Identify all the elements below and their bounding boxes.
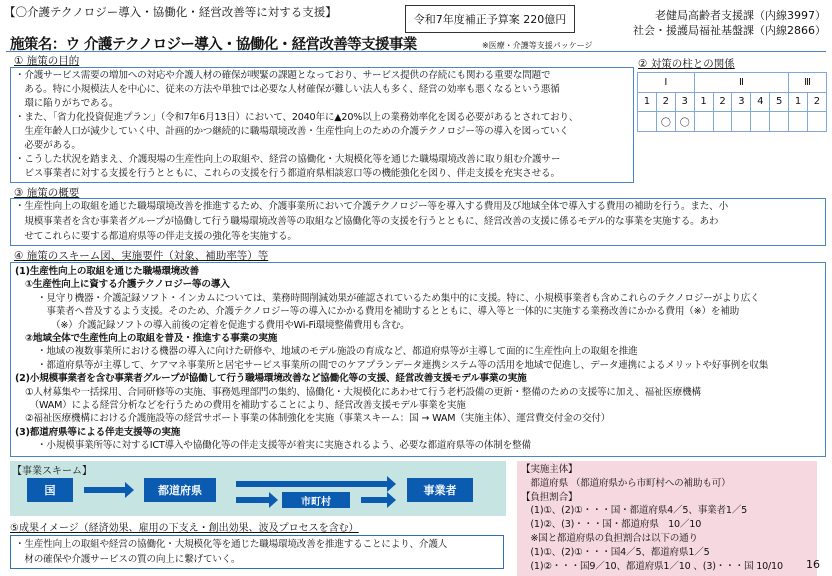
- text-line: ・生産性向上の取組を通じた職場環境改善を推進するため、介護事業所において介護テクノロジー等を導入する費用及び地域全体で導入する費用の補助を行う。また、小: [15, 201, 728, 212]
- pillar-number: 1: [638, 92, 657, 112]
- text-line: ・生産性向上の取組や経営の協働化・大規模化等を通じた職場環境改善を推進することにより、介護人: [15, 539, 448, 550]
- scheme-panel: [10, 461, 506, 516]
- pillar-mark: [732, 112, 751, 132]
- subheading: (1)生産性向上の取組を通じた職場環境改善: [15, 266, 199, 277]
- arrow-icon: [361, 497, 388, 503]
- section-1-title: ① 施策の目的: [14, 55, 80, 67]
- node-city: 市町村: [282, 492, 350, 508]
- pillar-number: 3: [732, 92, 751, 112]
- text-line: ・地域の複数事業所における機器の導入に向けた研修や、地域のモデル施設の育成など、都道府県等が主導して面的に生産性向上の取組を推進: [37, 346, 638, 358]
- pillar-table: [637, 72, 827, 132]
- pillar-mark: 〇: [656, 112, 675, 132]
- text-line: ②福祉医療機構における介護施設等の経営サポート事業の体制強化を実施（事業スキーム：国 → WAM（実施主体）、運営費交付金の交付）: [25, 413, 611, 425]
- policy-name: 施策名：ウ 介護テクノロジー導入・協働化・経営改善等支援事業: [10, 37, 417, 53]
- text-line: ・見守り機器・介護記録ソフト・インカムについては、業務時間削減効果が確認されているため集中的に支援。特に、小規模事業者も含めこれらのテクノロジーがより広く: [37, 292, 760, 304]
- text-line: ・都道府県等が主導して、ケアマネ事業所と居宅サービス事業所の間でのケアプランデータ連携システム等の活用を地域で促進し、データ連携によるメリットや好事例を収集: [37, 359, 769, 371]
- text-line: 規模事業者を含む事業者グループが協働して行う職場環境改善等の取組など協働化等の支援を行うとともに、経営改善の支援に係るモデル的な事業を実施する。あわ: [15, 216, 719, 227]
- page-number: 16: [806, 558, 820, 571]
- text-line: 必要がある。: [15, 140, 81, 151]
- text-line: 事業者へ普及するよう支援。そのため、介護テクノロジー等の導入にかかる費用を補助するとともに、導入等と一体的に実施する業務改善にかかる費用（※）を補助: [37, 306, 740, 318]
- subheading: (2)小規模事業者を含む事業者グループが協働して行う職場環境改善など協働化等の支援、経営改善支援モデル事業の実施: [15, 373, 527, 385]
- subheading: (3)都道府県等による伴走支援等の実施: [15, 426, 181, 438]
- node-kuni: 国: [27, 478, 73, 502]
- arrow-icon: [236, 497, 270, 503]
- pillar-number: 2: [656, 92, 675, 112]
- pillar-number: 2: [713, 92, 732, 112]
- text-line: 生産年齢人口が減少していく中、計画的かつ継続的に職場環境改善・生産性向上のための介護テクノロジー等の導入を図っていく: [15, 126, 569, 137]
- text-line: 【実施主体】: [521, 464, 578, 475]
- text-line: ・こうした状況を踏まえ、介護現場の生産性向上の取組や、経営の協働化・大規模化等を通じた職場環境改善に取り組む介護サー: [15, 154, 561, 165]
- section-3-title: ③ 施策の概要: [14, 187, 80, 199]
- department-2: 社会・援護局福祉基盤課（内線2866）: [633, 24, 826, 37]
- pillar-number: 1: [694, 92, 713, 112]
- pillar-number: 5: [770, 92, 789, 112]
- scheme-title: 【事業スキーム】: [12, 466, 92, 477]
- text-line: （WAM）による経営分析などを行うための費用を補助することにより、経営改善支援モデル事業を実施: [25, 400, 466, 412]
- text-line: 都道府県 （都道府県から市町村への補助も可）: [521, 477, 731, 489]
- pillar-mark: [751, 112, 770, 132]
- pillar-mark: [638, 112, 657, 132]
- text-line: (1)①、(2)①・・・国・都道府県4／5、事業者1／5: [521, 505, 748, 517]
- text-line: ①人材募集や一括採用、合同研修等の実施、事務処理部門の集約、協働化・大規模化にあわせて行う老朽設備の更新・整備のための支援等に加え、福祉医療機構: [25, 386, 701, 398]
- section-4-box: [10, 262, 826, 457]
- pillar-mark: [789, 112, 808, 132]
- budget-box: 令和7年度補正予算案 220億円: [405, 5, 575, 33]
- text-line: ビス事業者に対する支援を行うとともに、これらの支援を行う都道府県相談窓口等の機能強化を図り、伴走支援を充実させる。: [15, 168, 560, 179]
- package-note: ※医療・介護等支援パッケージ: [482, 41, 593, 50]
- section-5-box: [10, 535, 504, 569]
- text-line: ・また、「省力化投資促進プラン」（令和7年6月13日）において、2040年に▲20%以上の業務効率化を図る必要があるとされており、: [15, 112, 579, 123]
- section-5-title: ⑤成果イメージ（経済効果、雇用の下支え・創出効果、波及プロセスを含む）: [10, 523, 359, 534]
- section-2-title: ② 対策の柱との関係: [638, 58, 735, 70]
- pillar-mark: 〇: [675, 112, 694, 132]
- node-prefecture: 都道府県: [144, 478, 216, 502]
- pillar-mark: [694, 112, 713, 132]
- arrow-icon: [84, 487, 126, 493]
- pillar-number: 2: [808, 92, 827, 112]
- text-line: ある。特に小規模法人を中心に、従来の方法や単独では必要な人材確保が難しい法人も多く、経営の効率も悪くなるという悪循: [15, 84, 560, 95]
- department-1: 老健局高齢者支援課（内線3997）: [655, 9, 826, 22]
- text-line: ・介護サービス需要の増加への対応や介護人材の確保が喫緊の課題となっており、サービス提供の存続にも関わる重要な問題で: [15, 70, 551, 81]
- text-line: ・小規模事業所等に対するICT導入や協働化等の伴走支援等が着実に実施されるよう、必要な都道府県等の体制を整備: [37, 440, 531, 452]
- text-line: ※国と都道府県の負担割合は以下の通り: [521, 532, 698, 544]
- text-line: （※）介護記録ソフトの導入前後の定着を促進する費用やWi-Fi環境整備費用も含む。: [37, 319, 410, 331]
- text-line: (1)②・・・国9／10、都道府県1／10 、(3)・・・国 10/10: [521, 560, 783, 572]
- text-line: 材の確保や介護サービスの質の向上に繋げていく。: [15, 554, 241, 565]
- pillar-mark: [808, 112, 827, 132]
- pillar-number: 3: [675, 92, 694, 112]
- subheading: ②地域全体で生産性向上の取組を普及・推進する事業の実施: [25, 333, 278, 345]
- group-3: Ⅲ: [789, 73, 827, 93]
- section-3-box: [10, 198, 826, 246]
- section-1-box: [10, 67, 634, 183]
- category-title: 【〇介護テクノロジー導入・協働化・経営改善等に対する支援】: [4, 5, 337, 19]
- text-line: せてこれらに要する都道府県等の伴走支援の強化等を実施する。: [15, 231, 297, 242]
- pillar-number: 4: [751, 92, 770, 112]
- pillar-mark: [713, 112, 732, 132]
- implementation-info-panel: [517, 461, 817, 576]
- node-business: 事業者: [407, 478, 473, 502]
- section-4-title: ④ 施策のスキーム図、実施要件（対象、補助率等）等: [14, 250, 269, 262]
- pillar-number: 1: [789, 92, 808, 112]
- group-2: Ⅱ: [694, 73, 788, 93]
- text-line: (1)②、(3)・・・国・都道府県 10／10: [521, 519, 702, 531]
- text-line: 【負担割合】: [521, 491, 578, 503]
- divider: [6, 51, 826, 52]
- text-line: 環に陥りがちである。: [15, 98, 119, 109]
- group-1: Ⅰ: [638, 73, 695, 93]
- pillar-mark: [770, 112, 789, 132]
- arrow-icon: [236, 481, 388, 487]
- subheading: ①生産性向上に資する介護テクノロジー等の導入: [25, 279, 230, 291]
- text-line: (1)①、(2)①・・・国4／5、都道府県1／5: [521, 546, 710, 558]
